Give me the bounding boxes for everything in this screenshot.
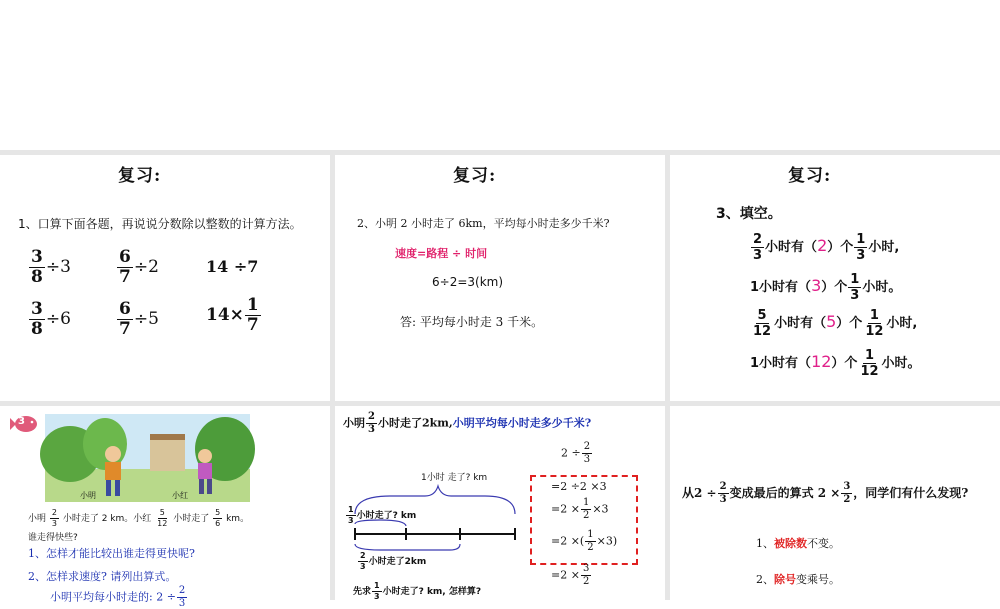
slide-review-1[interactable]	[0, 155, 330, 401]
calculation: 6÷2=3(km)	[432, 275, 504, 289]
fill-line-1: $\frac{2}{3}$ 小时有（2）个 $\frac{1}{3}$ 小时,	[753, 232, 900, 263]
answer-value: 2	[817, 236, 828, 255]
speed-formula: 速度=路程 ÷ 时间	[395, 247, 488, 260]
slide-example-3[interactable]	[0, 406, 330, 609]
fill-blank-heading: 3、填空。	[716, 206, 782, 222]
question: 2、小明 2 小时走了 6km，平均每小时走多少千米?	[357, 217, 610, 230]
slide-title: 复习:	[118, 166, 162, 186]
expression-4: $\frac{3}{8}$ ÷6	[31, 299, 71, 339]
answer-value: 5	[826, 312, 837, 331]
slide-title: 复习:	[788, 166, 832, 186]
problem-statement: 小明 $\frac{2}{3}$ 小时走了 2 km。小红 $\frac{5}{12}$ 小时走了 $\frac{5}{6}$ km。	[28, 508, 250, 528]
answer-value: 3	[811, 276, 822, 295]
illustration-walking-kids	[45, 414, 250, 502]
bottom-prompt: 先求 $\frac{1}{3}$ 小时走了? km, 怎样算?	[353, 581, 482, 601]
question-3: 小明平均每小时走的: 2 ÷ $\frac{2}{3}$	[50, 585, 186, 609]
step-2: =2 × $\frac{1}{2}$ ×3	[551, 497, 609, 521]
question-2: 2、怎样求速度? 请列出算式。	[28, 570, 177, 583]
expression-2: $\frac{6}{7}$ ÷2	[119, 247, 159, 287]
fill-line-2: 1小时有（3）个 $\frac{1}{3}$ 小时。	[750, 272, 902, 303]
third-hour-label: $\frac{1}{3}$ 小时走了? km	[348, 505, 417, 525]
question-1: 1、怎样才能比较出谁走得更快呢?	[28, 547, 195, 560]
expression-3: 14 ÷7	[206, 257, 259, 276]
step-1: =2 ÷2 ×3	[551, 480, 607, 493]
fill-line-3: $\frac{5}{12}$ 小时有（5）个 $\frac{1}{12}$ 小时,	[753, 308, 918, 339]
expression-5: $\frac{6}{7}$ ÷5	[119, 299, 159, 339]
example-number: 3	[18, 416, 25, 427]
step-4: =2 × $\frac{3}{2}$	[551, 563, 590, 587]
expression-6: 14× $\frac{1}{7}$	[206, 295, 259, 335]
finding-1: 1、被除数不变。	[756, 537, 840, 550]
top-brace-label: 1小时 走了? km	[421, 473, 488, 483]
label-xiaoming: 小明	[80, 491, 96, 500]
slide-discovery[interactable]	[670, 406, 1000, 600]
slide-line-segment-analysis[interactable]	[335, 406, 665, 600]
expression-1: $\frac{3}{8}$ ÷3	[31, 247, 71, 287]
slide-title: 复习:	[453, 166, 497, 186]
slide-review-3[interactable]	[670, 155, 1000, 401]
fill-line-4: 1小时有（12）个 $\frac{1}{12}$ 小时。	[750, 348, 921, 379]
who-faster: 谁走得快些?	[28, 533, 78, 543]
answer: 答: 平均每小时走 3 千米。	[400, 315, 544, 329]
step-0: 2 ÷ $\frac{2}{3}$	[561, 441, 591, 465]
discovery-question: 从2 ÷ $\frac{2}{3}$ 变成最后的算式 2 × $\frac{3}{2}$ ，同学们有什么发现?	[682, 481, 969, 505]
two-third-hour-label: $\frac{2}{3}$ 小时走了2km	[360, 551, 427, 571]
finding-2: 2、除号变乘号。	[756, 573, 840, 586]
problem-heading: 小明 $\frac{2}{3}$ 小时走了2km,小明平均每小时走多少千米?	[343, 411, 592, 435]
answer-value: 12	[811, 352, 832, 371]
instruction: 1、口算下面各题，再说说分数除以整数的计算方法。	[18, 217, 302, 231]
slide-review-2[interactable]	[335, 155, 665, 401]
label-xiaohong: 小红	[172, 491, 188, 500]
step-3: =2 ×( $\frac{1}{2}$ ×3)	[551, 529, 618, 553]
